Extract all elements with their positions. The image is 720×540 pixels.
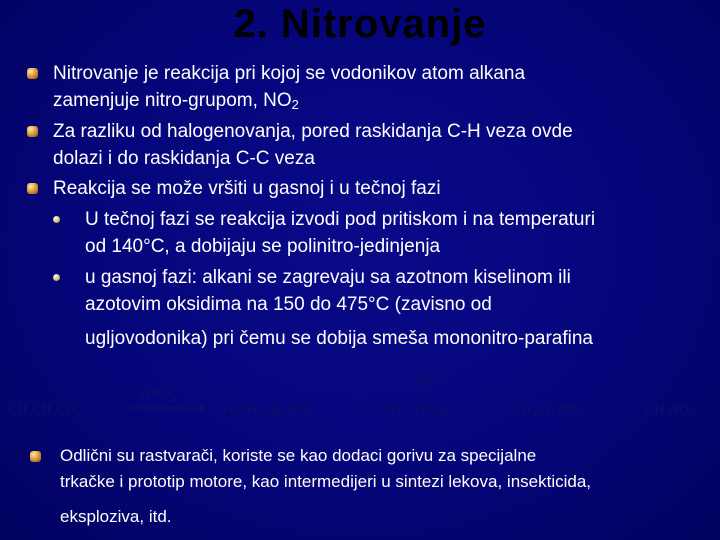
- reagent-label: HNO₃: [140, 387, 176, 402]
- slide-title: 2. Nitrovanje: [233, 2, 487, 46]
- bullet-line: Reakcija se može vršiti u gasnoj i u tečnoj fazi: [53, 178, 441, 199]
- bullet-line: u gasnoj fazi: alkani se zagrevaju sa azotnom kiselinom ili: [85, 267, 571, 288]
- bullet-line: ugljovodonika) pri čemu se dobija smeša mononitro-parafina: [85, 328, 593, 349]
- bullet-line: od 140°C, a dobijaju se polinitro-jedinjenja: [85, 236, 441, 257]
- bullet-square-icon: [27, 68, 38, 79]
- bullet-square-icon: [27, 126, 38, 137]
- product-2-substituent: NO₂: [418, 373, 444, 388]
- bullet-line: [53, 87, 693, 114]
- sub-bullet-item: [85, 264, 695, 352]
- plus-sign: +: [490, 403, 498, 418]
- bullet-item: [53, 60, 693, 114]
- bullet-line: dolazi i do raskidanja C-C veza: [53, 148, 315, 169]
- bullet-line: trkačke i prototip motore, kao intermedijeri u sintezi lekova, insekticida,: [60, 472, 592, 491]
- bullet-square-icon: [30, 451, 41, 462]
- bullet-line: U tečnoj fazi se reakcija izvodi pod pritiskom i na temperaturi: [85, 209, 596, 230]
- bullet-line: Odlični su rastvarači, koriste se kao dodaci gorivu za specijalne: [60, 446, 537, 465]
- bullet-dot-icon: [53, 274, 60, 281]
- bullet-text: zamenjuje nitro-grupom, NO: [53, 90, 292, 111]
- bullet-item: [53, 118, 693, 172]
- reactant: CH₃CH₂CH₃: [8, 403, 81, 418]
- product-2: CH₃CHCH₃: [382, 403, 451, 418]
- bullet-line: Za razliku od halogenovanja, pored raskidanja C-H veza ovde: [53, 121, 573, 142]
- reaction-equation: [0, 362, 720, 422]
- product-1: CH₃CH₂CH₂NO₂: [214, 403, 313, 418]
- plus-sign: +: [626, 403, 634, 418]
- bullet-line: Nitrovanje je reakcija pri kojoj se vodonikov atom alkana: [53, 63, 526, 84]
- bullet-item: [60, 443, 700, 530]
- bullet-dot-icon: [53, 216, 60, 223]
- sub-bullet-item: [85, 206, 695, 260]
- bullet-square-icon: [27, 183, 38, 194]
- bullet-line: azotovim oksidima na 150 do 475°C (zavisno od: [85, 294, 492, 315]
- product-3: CH₃CH₂NO₂: [512, 403, 586, 418]
- bullet-line: eksploziva, itd.: [60, 507, 172, 526]
- plus-sign: +: [360, 403, 368, 418]
- arrow-head-icon: [200, 404, 208, 412]
- subscript: 2: [291, 97, 299, 112]
- product-4: CH₃NO₂: [645, 403, 695, 418]
- bullet-item: [53, 175, 693, 202]
